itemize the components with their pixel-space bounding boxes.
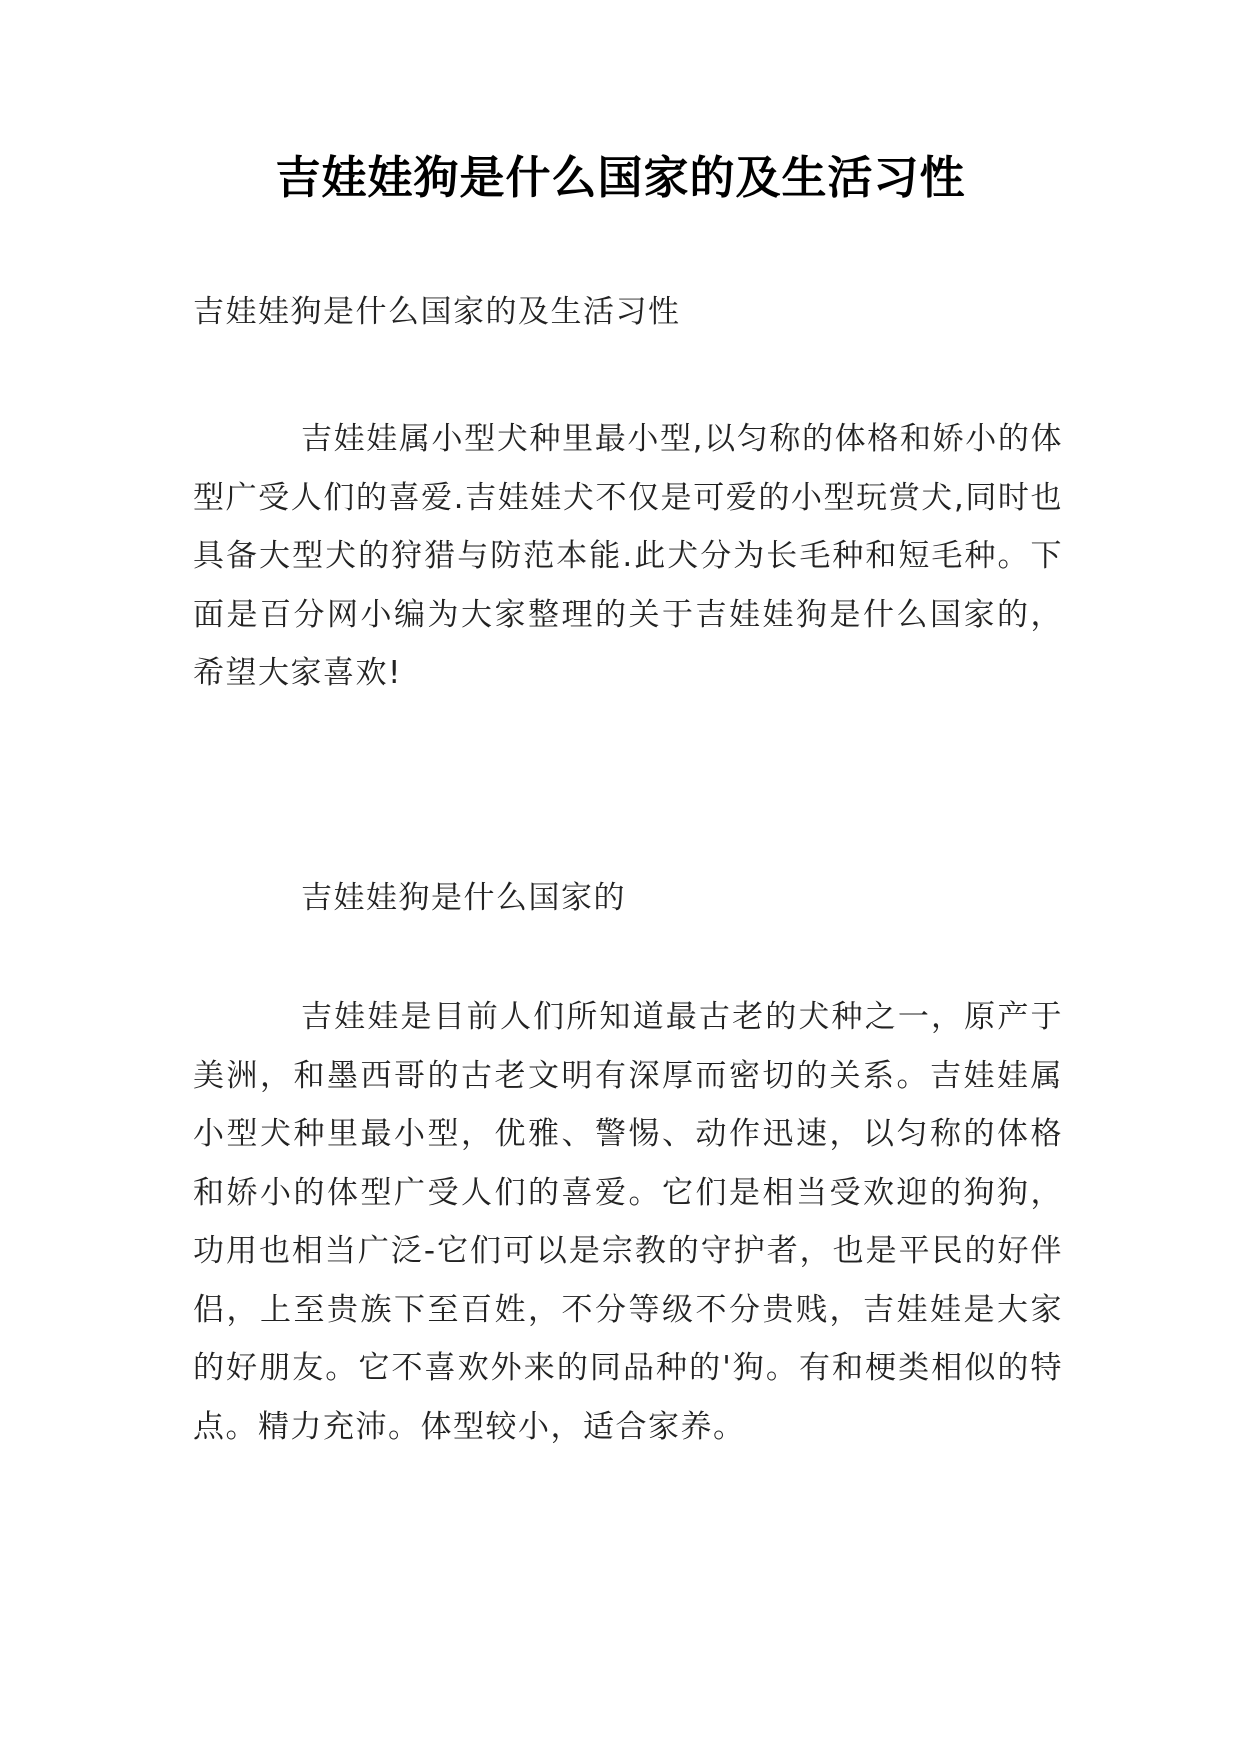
- origin-paragraph: 吉娃娃是目前人们所知道最古老的犬种之一，原产于美洲，和墨西哥的古老文明有深厚而密切的关系。吉娃娃属小型犬种里最小型，优雅、警惕、动作迅速，以匀称的体格和娇小的体型广受人们的喜爱。它们是相当受欢迎的狗狗，功用也相当广泛-它们可以是宗教的守护者，也是平民的好伴侣，上至贵族下至百姓，不分等级不分贵贱，吉娃娃是大家的好朋友。它不喜欢外来的同品种的'狗。有和梗类相似的特点。精力充沛。体型较小，适合家养。: [193, 999, 1063, 1445]
- document-title: 吉娃娃狗是什么国家的及生活习性: [275, 151, 966, 204]
- intro-paragraph: 吉娃娃属小型犬种里最小型,以匀称的体格和娇小的体型广受人们的喜爱.吉娃娃犬不仅是可爱的小型玩赏犬,同时也具备大型犬的狩猎与防范本能.此犬分为长毛种和短毛种。下面是百分网小编为大家整理的关于吉娃娃狗是什么国家的，希望大家喜欢!: [193, 421, 1063, 691]
- document-subtitle: 吉娃娃狗是什么国家的及生活习性: [193, 294, 681, 330]
- section-heading: 吉娃娃狗是什么国家的: [301, 880, 626, 916]
